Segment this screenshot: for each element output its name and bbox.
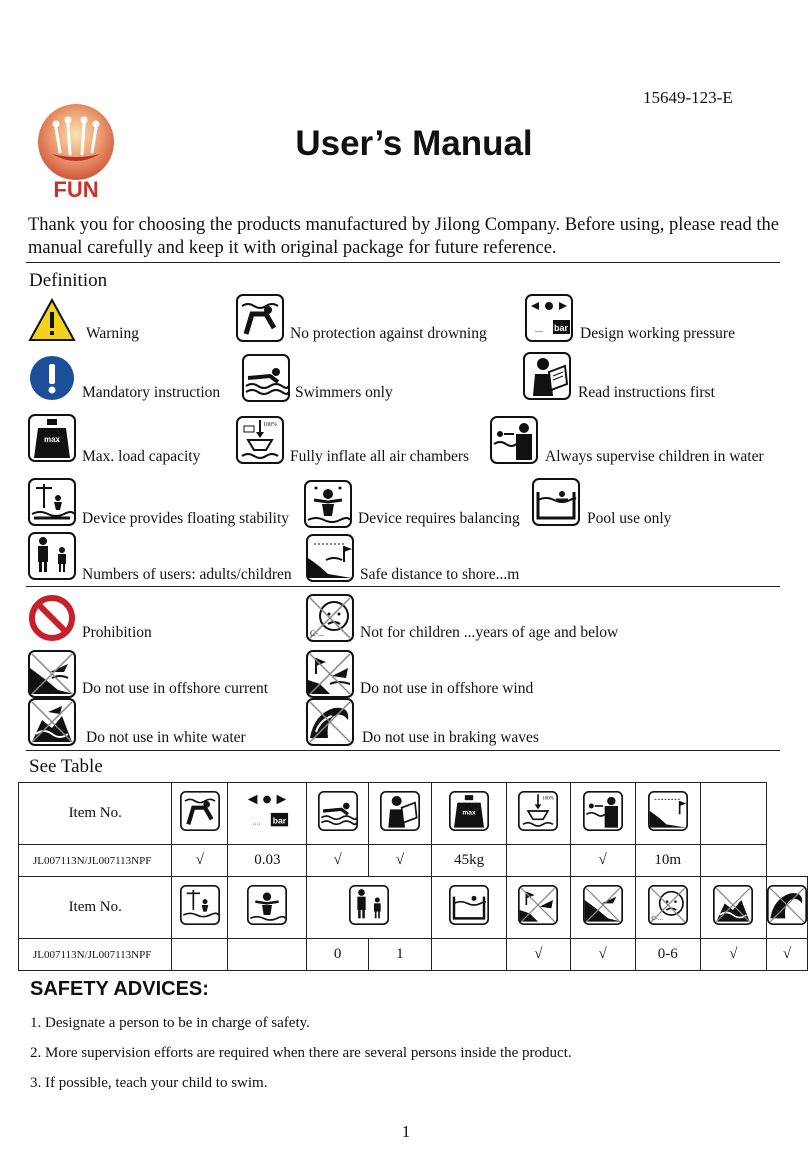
fully-inflate-icon <box>518 791 558 831</box>
item-no-header: Item No. <box>19 783 172 845</box>
svg-text:bar: bar <box>553 323 569 333</box>
supervise-children-icon <box>490 416 538 464</box>
definition-label: Device requires balancing <box>358 510 520 527</box>
logo-text: FUN <box>53 177 99 202</box>
svg-text:....: .... <box>535 325 543 334</box>
table-cell <box>700 783 766 845</box>
fully-inflate-icon <box>236 416 284 464</box>
number-of-users-icon <box>28 532 76 580</box>
table-cell: √ <box>570 845 635 877</box>
offshore-wind-icon <box>518 885 558 925</box>
table-cell <box>432 877 507 939</box>
definition-label: Numbers of users: adults/children <box>82 566 292 583</box>
table-cell: 45kg <box>432 845 507 877</box>
product-table <box>18 782 808 971</box>
floating-stability-icon <box>180 885 220 925</box>
definition-label: Do not use in braking waves <box>362 729 539 746</box>
not-for-children-icon <box>648 885 688 925</box>
table-cell: √ <box>307 845 368 877</box>
advice-item: 1. Designate a person to be in charge of safety. <box>30 1015 310 1031</box>
page-number: 1 <box>401 1122 411 1141</box>
svg-text:max: max <box>462 809 476 817</box>
safe-distance-shore-icon <box>306 534 354 582</box>
table-cell <box>228 939 307 971</box>
table-cell <box>570 783 635 845</box>
prohibition-icon <box>28 594 76 642</box>
offshore-current-icon <box>28 650 76 698</box>
table-cell <box>635 783 700 845</box>
table-cell <box>570 877 635 939</box>
swimmers-only-icon <box>242 354 290 402</box>
table-cell <box>172 939 228 971</box>
divider <box>26 586 780 587</box>
table-cell: √ <box>767 939 808 971</box>
no-protection-drowning-icon <box>180 791 220 831</box>
table-cell <box>507 845 570 877</box>
table-row <box>19 877 808 939</box>
swimmers-only-icon <box>318 791 358 831</box>
table-cell <box>228 877 307 939</box>
table-cell <box>432 939 507 971</box>
svg-text:....: .... <box>252 817 261 827</box>
table-cell: √ <box>700 939 766 971</box>
definition-label: Fully inflate all air chambers <box>290 448 470 465</box>
design-pressure-icon <box>241 788 293 834</box>
mandatory-icon <box>28 354 76 402</box>
divider <box>26 750 780 751</box>
warning-icon <box>28 296 76 344</box>
intro-paragraph: Thank you for choosing the products manufactured by Jilong Company. Before using, please read the manual carefully and keep it with original package for future reference. <box>28 215 779 258</box>
table-cell: 0-6 <box>635 939 700 971</box>
table-cell <box>172 877 228 939</box>
offshore-current-icon <box>583 885 623 925</box>
page-title: User’s Manual <box>295 124 533 163</box>
divider <box>26 262 780 263</box>
svg-text:max: max <box>43 435 61 444</box>
table-cell <box>432 783 507 845</box>
definition-label: Mandatory instruction <box>82 384 221 401</box>
not-for-children-icon <box>306 594 354 642</box>
read-instructions-icon <box>380 791 420 831</box>
definition-label: Do not use in offshore current <box>82 680 269 697</box>
table-cell <box>172 783 228 845</box>
table-cell <box>507 783 570 845</box>
svg-text:C-...: C-... <box>310 629 324 638</box>
balancing-icon <box>247 885 287 925</box>
definition-label: Do not use in offshore wind <box>360 680 534 697</box>
table-cell: √ <box>570 939 635 971</box>
table-cell <box>700 877 766 939</box>
definition-label: Max. load capacity <box>82 448 201 465</box>
svg-text:100%: 100% <box>542 796 555 802</box>
max-load-icon <box>28 414 76 462</box>
white-water-icon <box>713 885 753 925</box>
definition-label: Pool use only <box>587 510 672 527</box>
max-load-icon <box>449 791 489 831</box>
table-cell <box>507 877 570 939</box>
braking-waves-icon <box>306 698 354 746</box>
document-number: 15649-123-E <box>643 88 733 107</box>
definition-label: Device provides floating stability <box>82 510 290 527</box>
table-cell: 0 <box>307 939 368 971</box>
table-cell: √ <box>172 845 228 877</box>
table-cell <box>368 783 431 845</box>
definition-label: Do not use in white water <box>86 729 246 746</box>
braking-waves-icon <box>767 885 807 925</box>
model-number: JL007113N/JL007113NPF <box>19 845 172 877</box>
definition-label: No protection against drowning <box>290 325 487 342</box>
pool-use-icon <box>532 478 580 526</box>
white-water-icon <box>28 698 76 746</box>
no-protection-drowning-icon <box>236 294 284 342</box>
see-table-heading: See Table <box>29 756 103 777</box>
table-cell: √ <box>507 939 570 971</box>
definition-heading: Definition <box>29 270 108 291</box>
definition-label: Safe distance to shore...m <box>360 566 520 583</box>
read-instructions-icon <box>523 352 571 400</box>
definition-label: Swimmers only <box>295 384 393 401</box>
table-cell <box>307 877 432 939</box>
definition-label: Read instructions first <box>578 384 715 401</box>
definition-label: Always supervise children in water <box>545 448 764 465</box>
table-row <box>19 939 808 971</box>
table-cell: √ <box>368 845 431 877</box>
balancing-icon <box>304 480 352 528</box>
advice-item: 2. More supervision efforts are required when there are several persons inside the product. <box>30 1045 572 1061</box>
table-row <box>19 845 808 877</box>
definition-label: Warning <box>86 325 139 342</box>
definition-label: Prohibition <box>82 624 152 641</box>
pool-use-icon <box>444 885 494 925</box>
supervise-children-icon <box>583 791 623 831</box>
table-row <box>19 783 808 845</box>
model-number: JL007113N/JL007113NPF <box>19 939 172 971</box>
safe-distance-shore-icon <box>648 791 688 831</box>
table-cell <box>228 783 307 845</box>
table-cell <box>635 877 700 939</box>
svg-text:100%: 100% <box>263 422 277 428</box>
definition-label: Design working pressure <box>580 325 735 342</box>
svg-text:C-...: C-... <box>651 915 663 922</box>
table-cell: 0.03 <box>228 845 307 877</box>
item-no-header: Item No. <box>19 877 172 939</box>
advice-item: 3. If possible, teach your child to swim. <box>30 1075 268 1091</box>
floating-stability-icon <box>28 478 76 526</box>
table-cell: 10m <box>635 845 700 877</box>
definition-label: Not for children ...years of age and below <box>360 624 619 641</box>
number-of-users-icon <box>349 885 389 925</box>
table-cell <box>307 783 368 845</box>
safety-heading: SAFETY ADVICES: <box>30 978 209 1000</box>
offshore-wind-icon <box>306 650 354 698</box>
design-pressure-icon <box>525 294 573 342</box>
table-cell <box>767 877 808 939</box>
svg-text:bar: bar <box>273 815 287 826</box>
table-cell <box>700 845 766 877</box>
table-cell: 1 <box>368 939 431 971</box>
